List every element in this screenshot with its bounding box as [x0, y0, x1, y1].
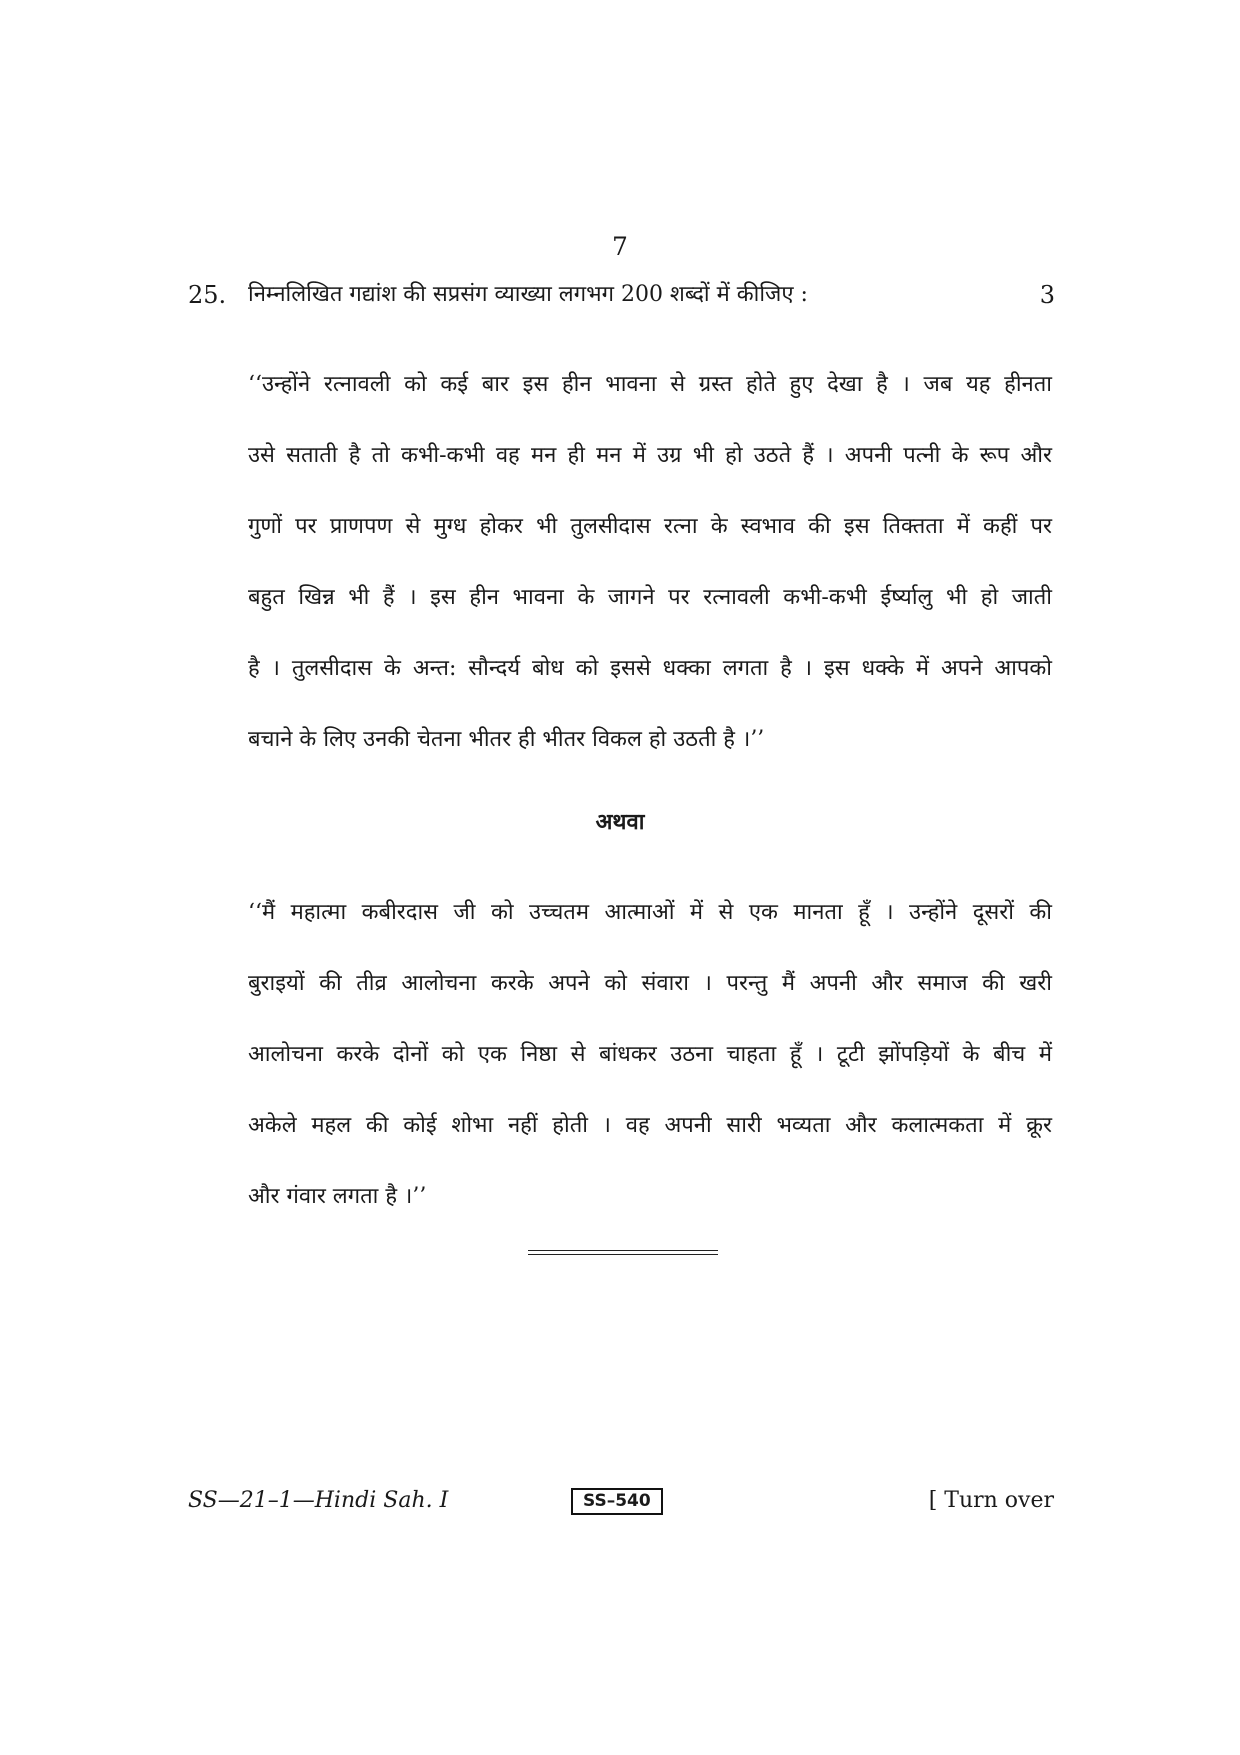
footer-box-code: SS–540: [571, 1488, 663, 1515]
passage-1: [248, 368, 1052, 794]
passage-line: ‘‘मैं महात्मा कबीरदास जी को उच्चतम आत्माओं में से एक मानता हूँ । उन्होंने दूसरों की: [248, 900, 1052, 925]
passage-line: बचाने के लिए उनकी चेतना भीतर ही भीतर विकल हो उठती है ।’’: [248, 727, 765, 752]
question-marks: 3: [1039, 281, 1055, 309]
passage-line: बहुत खिन्न भी हैं । इस हीन भावना के जागने पर रत्नावली कभी-कभी ईर्ष्यालु भी हो जाती: [248, 585, 1052, 610]
passage-line: गुणों पर प्राणपण से मुग्ध होकर भी तुलसीदास रत्ना के स्वभाव की इस तिक्तता में कहीं पर: [248, 514, 1052, 539]
page-number: 7: [612, 232, 628, 261]
end-divider: [528, 1250, 718, 1255]
footer-paper-code: SS—21–1—Hindi Sah. I: [188, 1488, 449, 1513]
passage-line: ‘‘उन्होंने रत्नावली को कई बार इस हीन भावना से ग्रस्त होते हुए देखा है । जब यह हीनता: [248, 372, 1052, 397]
question-number: 25.: [188, 281, 227, 309]
question-text: निम्नलिखित गद्यांश की सप्रसंग व्याख्या लगभग 200 शब्दों में कीजिए :: [248, 282, 808, 307]
footer-turn-over: [ Turn over: [928, 1488, 1054, 1513]
passage-line: है । तुलसीदास के अन्त: सौन्दर्य बोध को इससे धक्का लगता है । इस धक्के में अपने आपको: [248, 656, 1052, 681]
or-heading: अथवा: [595, 809, 645, 835]
passage-line: उसे सताती है तो कभी-कभी वह मन ही मन में उग्र भी हो उठते हैं । अपनी पत्नी के रूप और: [248, 443, 1052, 468]
passage-line: आलोचना करके दोनों को एक निष्ठा से बांधकर उठना चाहता हूँ । टूटी झोंपड़ियों के बीच में: [248, 1042, 1052, 1067]
passage-line: बुराइयों की तीव्र आलोचना करके अपने को संवारा । परन्तु मैं अपनी और समाज की खरी: [248, 971, 1052, 996]
passage-line: और गंवार लगता है ।’’: [248, 1184, 427, 1209]
passage-2: [248, 896, 1052, 1251]
passage-line: अकेले महल की कोई शोभा नहीं होती । वह अपनी सारी भव्यता और कलात्मकता में क्रूर: [248, 1113, 1052, 1138]
